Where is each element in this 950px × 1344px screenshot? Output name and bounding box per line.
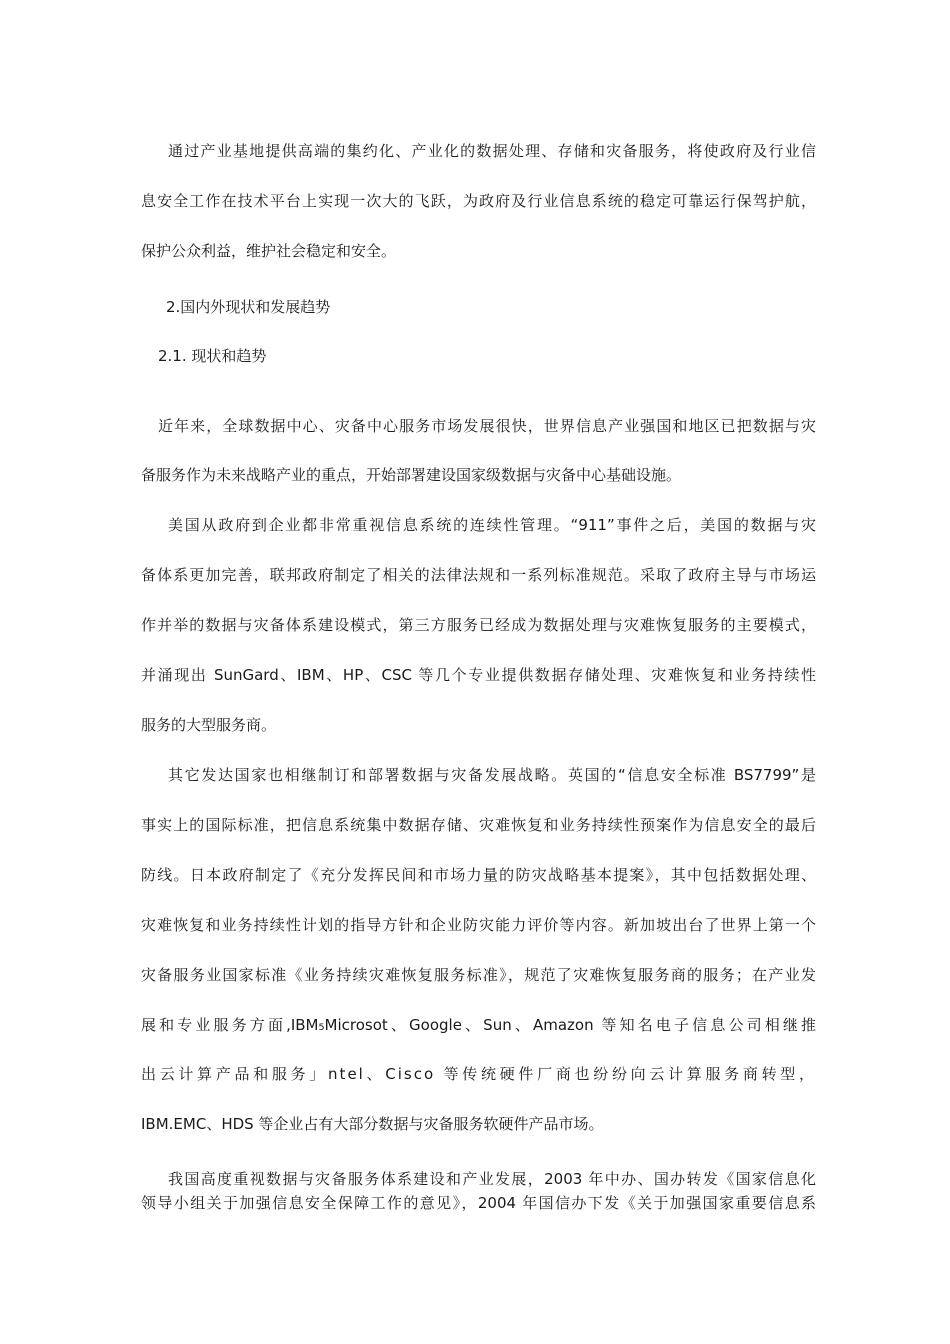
text-line: 并涌现出 SunGard、IBM、HP、CSC 等几个专业提供数据存储处理、灾难恢复和业务持续性	[141, 666, 816, 684]
text-line: 通过产业基地提供高端的集约化、产业化的数据处理、存储和灾备服务，将使政府及行业信	[168, 142, 816, 160]
text-line: 服务的大型服务商。	[141, 716, 277, 734]
text-line: 其它发达国家也相继制订和部署数据与灾备发展战略。英国的“信息安全标准 BS7799”是	[168, 766, 816, 784]
text-line: 美国从政府到企业都非常重视信息系统的连续性管理。“911”事件之后，美国的数据与灾	[168, 516, 816, 534]
text-line: 近年来，全球数据中心、灾备中心服务市场发展很快，世界信息产业强国和地区已把数据与灾	[158, 417, 816, 435]
subsection-heading: 2.1. 现状和趋势	[158, 347, 267, 365]
text-line: 保护公众利益，维护社会稳定和安全。	[141, 242, 397, 260]
text-line: 领导小组关于加强信息安全保障工作的意见》，2004 年国信办下发《关于加强国家重要信息系	[141, 1194, 816, 1212]
section-heading: 2.国内外现状和发展趋势	[166, 298, 331, 316]
text-line: 作并举的数据与灾备体系建设模式，第三方服务已经成为数据处理与灾难恢复服务的主要模式，	[141, 616, 816, 634]
text-line: 防线。日本政府制定了《充分发挥民间和市场力量的防灾战略基本提案》，其中包括数据处理、	[141, 866, 816, 884]
text-line: 备体系更加完善，联邦政府制定了相关的法律法规和一系列标准规范。采取了政府主导与市场运	[141, 566, 816, 584]
text-line: 展和专业服务方面,IBM₅Microsot、Google、Sun、Amazon 等知名电子信息公司相继推	[141, 1016, 816, 1034]
text-line: IBM.EMC、HDS 等企业占有大部分数据与灾备服务软硬件产品市场。	[141, 1115, 604, 1133]
text-line: 出云计算产品和服务」ntel、Cisco 等传统硬件厂商也纷纷向云计算服务商转型，	[141, 1065, 816, 1083]
text-line: 事实上的国际标准，把信息系统集中数据存储、灾难恢复和业务持续性预案作为信息安全的最后	[141, 816, 816, 834]
text-line: 灾难恢复和业务持续性计划的指导方针和企业防灾能力评价等内容。新加坡出台了世界上第一个	[141, 916, 816, 934]
text-line: 息安全工作在技术平台上实现一次大的飞跃，为政府及行业信息系统的稳定可靠运行保驾护航，	[141, 192, 816, 210]
text-line: 灾备服务业国家标准《业务持续灾难恢复服务标准》，规范了灾难恢复服务商的服务；在产业发	[141, 966, 816, 984]
text-line: 备服务作为未来战略产业的重点，开始部署建设国家级数据与灾备中心基础设施。	[141, 466, 682, 484]
text-line: 我国高度重视数据与灾备服务体系建设和产业发展，2003 年中办、国办转发《国家信息化	[168, 1170, 816, 1188]
